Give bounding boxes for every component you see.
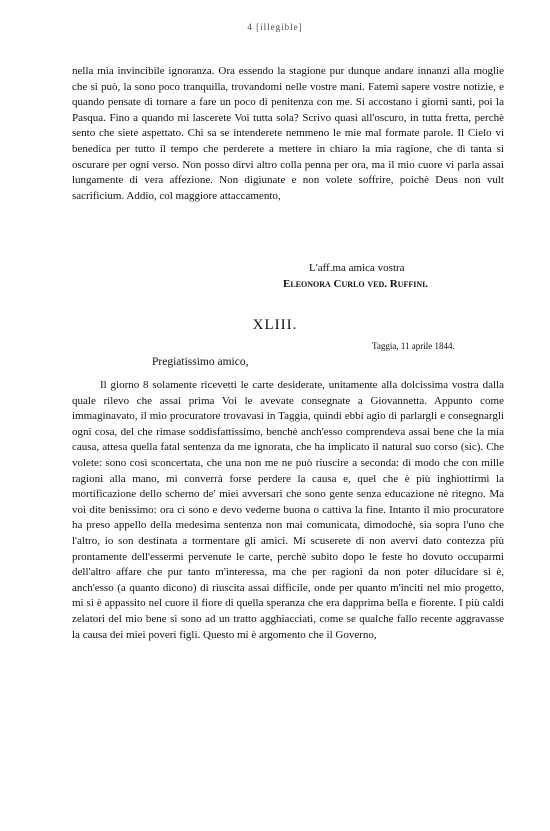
- letter-body: [72, 378, 504, 643]
- letter-body-paragraph: Il giorno 8 solamente ricevetti le carte desiderate, unitamente alla dolcissima vostra dalla quale rilevo che assai prima Voi le avevate consegnate a Giovannetta. Appunto come immaginavato, il mio procuratore trovavasi in Taggia, quindi ebbi agio di parlargli e consegnargli ogni cosa, del che rimase soddisfattissimo, benchè anch'esso comprendeva assai bene che la mia causa, attesa quella fatal sentenza da me ignorata, che ha implicato il natural suo corso (sic). Che volete: sono così sconcertata, che una non me ne può riuscire a seconda: di modo che con mille ragioni alla mano, mi converrà forse perdere la causa e, quel che è più inghiottirmi la mortificazione dello scherno de' miei avversari che sono gente senza educazione nè ritegno. Ma voi dite benissimo: ora ci sono e devo vederne buona o cattiva la fine. Intanto il mio procuratore ha preso appello della medesima sentenza non mai comunicata, dimodochè, sia sopra l'uno che l'altro, io son destinata a tormentare gli amici. Mi scuserete di non avervi dato contezza più prontamente dell'essermi pervenute le carte, perchè subito dopo le feste ho dovuto occuparmi dell'altro affare che pur tanto m'interessa, ma che per ragioni da non poter dilucidare si è, anch'esso (a quanto dicono) di riuscita assai difficile, onde per quanto m'inciti nel mio progetto, mi si è appassito nel cuore il fiore di quella speranza che era dapprima bella e fiorente. I più caldi zelatori del mio bene si sono ad un tratto agghiacciati, come se qualche fallo recente aggravasse la causa dei miei poveri figli. Questo mi è argomento che il Governo,: [72, 379, 504, 641]
- signature-line: Eleonora Curlo ved. Ruffini.: [283, 278, 428, 290]
- closing-formula: L'aff.ma amica vostra: [309, 262, 405, 274]
- letter-number-heading: XLIII.: [252, 317, 298, 333]
- running-head: 4 [illegible]: [247, 22, 303, 32]
- letter-salutation: Pregiatissimo amico,: [152, 356, 249, 368]
- letter-dateline: Taggia, 11 aprile 1844.: [372, 341, 455, 351]
- previous-letter-ending: [72, 64, 504, 204]
- previous-letter-paragraph: nella mia invincibile ignoranza. Ora essendo la stagione pur dunque andare innanzi alla moglie che si può, la sono poco tranquilla, trovandomi nelle vostre mani. Fatemi sapere vostre notizie, e quando pensate di tornare a fare un poco di penitenza con me. Si accostano i giorni santi, poi la Pasqua. Fino a quando mi lascerete Voi tutta sola? Scrivo quasi all'oscuro, in tutta fretta, perchè sento che siete aspettato. Chi sa se intenderete nemmeno le mie mal formate parole. Il Cielo vi benedica per tutto il tempo che perderete a mettere in chiaro la mia ragione, che di tanta sì oscurare per ogni verso. Non posso dirvi altro colla penna per ora, ma il mio cuore vi parla assai lungamente di vera affezione. Non digiunate e non volete soffrire, poichè Deus non vult sacrificium. Addio, col maggiore attaccamento,: [72, 65, 504, 202]
